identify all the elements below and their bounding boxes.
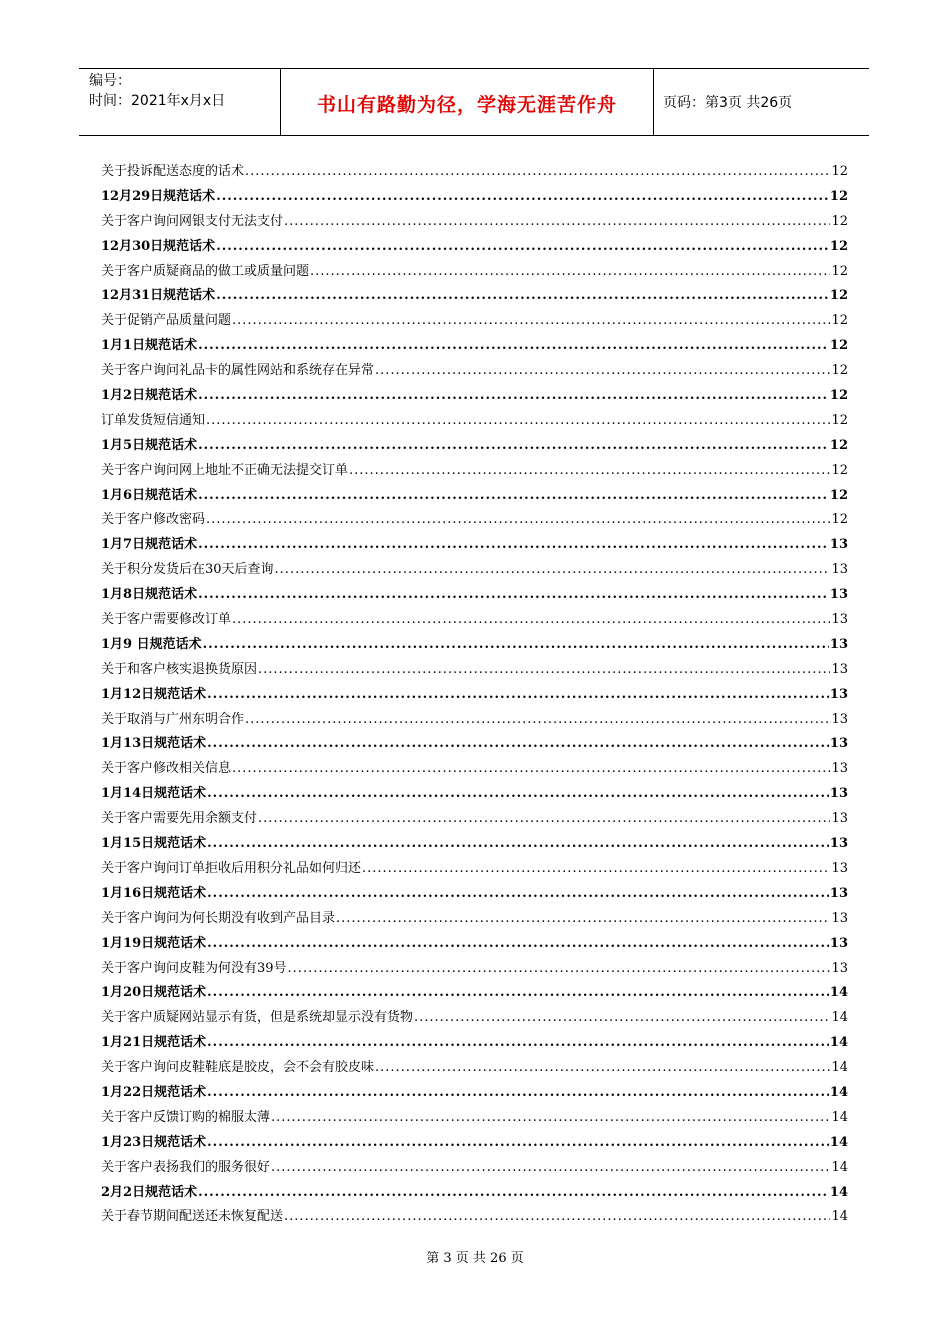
toc-entry-title: 关于取消与广州东明合作: [101, 711, 245, 727]
toc-page-number: 13: [829, 786, 848, 802]
toc-dot-leader: [198, 434, 829, 459]
toc-entry[interactable]: [101, 1006, 848, 1031]
toc-page-number: 12: [831, 164, 848, 179]
toc-dot-leader: [207, 1081, 829, 1106]
toc-page-number: 13: [829, 537, 848, 553]
toc-page-number: 13: [829, 836, 848, 852]
header-divider-right: [653, 68, 654, 136]
toc-entry[interactable]: [101, 409, 848, 434]
header-left-block: [89, 71, 225, 111]
toc-entry-title: 关于和客户核实退换货原因: [101, 661, 258, 677]
toc-dot-leader: [198, 1181, 829, 1206]
toc-page-number: 14: [829, 1134, 848, 1150]
toc-date-heading[interactable]: [101, 981, 848, 1006]
toc-entry-title: 1月16日规范话术: [101, 885, 207, 901]
toc-dot-leader: [207, 882, 829, 907]
toc-date-heading[interactable]: [101, 683, 848, 708]
toc-dot-leader: [288, 957, 831, 982]
toc-date-heading[interactable]: [101, 434, 848, 459]
toc-entry[interactable]: [101, 558, 848, 583]
toc-date-heading[interactable]: [101, 533, 848, 558]
toc-page-number: 12: [831, 213, 848, 229]
toc-page-number: 13: [829, 885, 848, 901]
toc-entry[interactable]: [101, 260, 848, 285]
toc-date-heading[interactable]: [101, 235, 848, 260]
toc-entry[interactable]: [101, 907, 848, 932]
toc-entry-title: 关于客户询问皮鞋鞋底是胶皮，会不会有胶皮味: [101, 1060, 375, 1076]
toc-entry[interactable]: [101, 1205, 848, 1230]
toc-dot-leader: [198, 484, 829, 509]
toc-dot-leader: [207, 732, 829, 757]
toc-page-number: 13: [831, 562, 848, 578]
toc-page-number: 14: [831, 1010, 848, 1026]
toc-entry-title: 关于客户修改相关信息: [101, 761, 232, 777]
toc-entry[interactable]: [101, 708, 848, 733]
header-top-rule: [79, 68, 869, 69]
toc-page-number: 12: [829, 437, 848, 453]
toc-page-number: 13: [831, 811, 848, 827]
toc-entry-title: 订单发货短信通知: [101, 412, 206, 428]
toc-entry-title: 关于投诉配送态度的话术: [101, 164, 245, 179]
toc-entry-title: 关于客户询问网上地址不正确无法提交订单: [101, 462, 349, 478]
toc-dot-leader: [271, 1156, 830, 1181]
toc-entry[interactable]: [101, 957, 848, 982]
toc-entry-title: 1月13日规范话术: [101, 736, 207, 752]
toc-date-heading[interactable]: [101, 1131, 848, 1156]
toc-page-number: 13: [829, 935, 848, 951]
toc-entry-title: 关于促销产品质量问题: [101, 313, 232, 329]
toc-date-heading[interactable]: [101, 1081, 848, 1106]
toc-dot-leader: [198, 533, 829, 558]
toc-page-number: 12: [831, 462, 848, 478]
toc-entry-title: 关于客户质疑网站显示有货，但是系统却显示没有货物: [101, 1010, 414, 1026]
toc-dot-leader: [271, 1106, 830, 1131]
page-footer: 第 3 页 共 26 页: [426, 1251, 524, 1266]
toc-page-number: 12: [831, 363, 848, 379]
toc-dot-leader: [284, 210, 830, 235]
toc-entry-title: 12月31日规范话术: [101, 288, 216, 304]
toc-entry[interactable]: [101, 807, 848, 832]
toc-page-number: 13: [831, 960, 848, 976]
document-time-label: 时间：2021年x月x日: [89, 93, 226, 109]
toc-dot-leader: [310, 260, 830, 285]
toc-date-heading[interactable]: [101, 882, 848, 907]
toc-entry-title: 关于客户需要先用余额支付: [101, 811, 258, 827]
toc-entry-title: 1月19日规范话术: [101, 935, 207, 951]
toc-entry-title: 1月23日规范话术: [101, 1134, 207, 1150]
toc-page-number: 12: [831, 412, 848, 428]
toc-page-number: 12: [831, 313, 848, 329]
toc-page-number: 13: [831, 711, 848, 727]
toc-dot-leader: [198, 583, 829, 608]
toc-entry[interactable]: [101, 608, 848, 633]
toc-page-number: 12: [829, 188, 848, 204]
toc-dot-leader: [216, 185, 829, 210]
toc-dot-leader: [198, 384, 829, 409]
toc-page-number: 13: [831, 860, 848, 876]
toc-date-heading[interactable]: [101, 633, 848, 658]
toc-entry-title: 关于春节期间配送还未恢复配送: [101, 1209, 284, 1225]
toc-dot-leader: [414, 1006, 830, 1031]
toc-entry-title: 12月29日规范话术: [101, 188, 216, 204]
toc-dot-leader: [207, 1131, 829, 1156]
toc-entry[interactable]: [101, 857, 848, 882]
document-number-label: 编号：: [89, 73, 131, 89]
toc-dot-leader: [216, 235, 829, 260]
toc-dot-leader: [232, 309, 830, 334]
toc-entry[interactable]: [101, 359, 848, 384]
toc-entry-title: 关于客户修改密码: [101, 512, 206, 528]
toc-entry[interactable]: [101, 757, 848, 782]
toc-entry-title: 2月2日规范话术: [101, 1184, 198, 1200]
toc-entry[interactable]: [101, 160, 848, 185]
toc-entry[interactable]: [101, 459, 848, 484]
toc-page-number: 14: [829, 1084, 848, 1100]
toc-dot-leader: [245, 708, 830, 733]
toc-dot-leader: [284, 1205, 830, 1230]
toc-entry-title: 关于客户需要修改订单: [101, 612, 232, 628]
toc-dot-leader: [232, 757, 830, 782]
toc-dot-leader: [275, 558, 831, 583]
toc-entry-title: 1月12日规范话术: [101, 686, 207, 702]
toc-dot-leader: [198, 334, 829, 359]
toc-date-heading[interactable]: [101, 284, 848, 309]
toc-dot-leader: [258, 658, 830, 683]
toc-page-number: 14: [831, 1209, 848, 1225]
toc-entry-title: 1月15日规范话术: [101, 836, 207, 852]
header-bottom-rule: [79, 135, 869, 136]
toc-dot-leader: [206, 409, 830, 434]
toc-page-number: 14: [829, 985, 848, 1001]
toc-entry-title: 1月6日规范话术: [101, 487, 198, 503]
toc-date-heading[interactable]: [101, 583, 848, 608]
toc-page-number: 13: [831, 910, 848, 926]
toc-entry-title: 1月14日规范话术: [101, 786, 207, 802]
toc-entry-title: 关于客户询问礼品卡的属性网站和系统存在异常: [101, 363, 375, 379]
toc-dot-leader: [207, 683, 829, 708]
toc-page-number: 12: [829, 487, 848, 503]
toc-entry-title: 12月30日规范话术: [101, 238, 216, 254]
toc-date-heading[interactable]: [101, 384, 848, 409]
toc-entry-title: 关于积分发货后在30天后查询: [101, 562, 274, 578]
toc-date-heading[interactable]: [101, 1031, 848, 1056]
toc-dot-leader: [216, 284, 829, 309]
page-header: [79, 68, 869, 136]
toc-page-number: 12: [831, 512, 848, 528]
toc-entry-title: 1月1日规范话术: [101, 338, 198, 354]
toc-page-number: 14: [829, 1035, 848, 1051]
toc-page-number: 13: [831, 612, 848, 628]
toc-dot-leader: [245, 160, 830, 185]
toc-dot-leader: [206, 508, 830, 533]
toc-dot-leader: [207, 832, 829, 857]
toc-entry[interactable]: [101, 1056, 848, 1081]
toc-entry-title: 1月8日规范话术: [101, 587, 198, 603]
toc-dot-leader: [232, 608, 830, 633]
toc-entry-title: 1月7日规范话术: [101, 537, 198, 553]
toc-page-number: 12: [829, 388, 848, 404]
toc-page-number: 13: [829, 636, 848, 652]
toc-dot-leader: [258, 807, 830, 832]
toc-date-heading[interactable]: [101, 1181, 848, 1206]
toc-page-number: 13: [831, 661, 848, 677]
header-page-info: 页码：第3页 共26页: [663, 95, 793, 111]
toc-entry-title: 关于客户表扬我们的服务很好: [101, 1159, 271, 1175]
toc-page-number: 14: [831, 1159, 848, 1175]
toc-entry[interactable]: [101, 309, 848, 334]
toc-dot-leader: [207, 1031, 829, 1056]
toc-entry-title: 1月20日规范话术: [101, 985, 207, 1001]
toc-date-heading[interactable]: [101, 334, 848, 359]
header-motto: 书山有路勤为径，学海无涯苦作舟: [316, 94, 617, 116]
toc-page-number: 12: [829, 238, 848, 254]
toc-page-number: 12: [831, 263, 848, 279]
toc-date-heading[interactable]: [101, 932, 848, 957]
toc-entry-title: 1月5日规范话术: [101, 437, 198, 453]
toc-dot-leader: [375, 359, 830, 384]
toc-entry[interactable]: [101, 210, 848, 235]
toc-dot-leader: [203, 633, 829, 658]
toc-entry[interactable]: [101, 1106, 848, 1131]
toc-entry-title: 1月22日规范话术: [101, 1084, 207, 1100]
toc-dot-leader: [207, 932, 829, 957]
toc-entry-title: 1月9 日规范话术: [101, 636, 202, 652]
toc-dot-leader: [349, 459, 830, 484]
toc-page-number: 14: [829, 1184, 848, 1200]
toc-dot-leader: [207, 981, 829, 1006]
toc-date-heading[interactable]: [101, 732, 848, 757]
toc-dot-leader: [375, 1056, 830, 1081]
toc-entry-title: 关于客户询问网银支付无法支付: [101, 213, 284, 229]
toc-page-number: 14: [831, 1060, 848, 1076]
toc-page-number: 13: [829, 587, 848, 603]
table-of-contents: [101, 160, 848, 1230]
toc-date-heading[interactable]: [101, 185, 848, 210]
toc-page-number: 12: [829, 288, 848, 304]
toc-entry-title: 关于客户反馈订购的棉服太薄: [101, 1109, 271, 1125]
toc-page-number: 12: [829, 338, 848, 354]
toc-entry-title: 1月2日规范话术: [101, 388, 198, 404]
toc-dot-leader: [362, 857, 830, 882]
toc-entry[interactable]: [101, 1156, 848, 1181]
toc-date-heading[interactable]: [101, 782, 848, 807]
toc-page-number: 13: [829, 736, 848, 752]
toc-page-number: 14: [831, 1109, 848, 1125]
toc-entry-title: 关于客户询问为何长期没有收到产品目录: [101, 910, 336, 926]
toc-entry[interactable]: [101, 508, 848, 533]
toc-dot-leader: [336, 907, 830, 932]
toc-dot-leader: [207, 782, 829, 807]
toc-page-number: 13: [831, 761, 848, 777]
toc-entry[interactable]: [101, 658, 848, 683]
toc-date-heading[interactable]: [101, 484, 848, 509]
toc-entry-title: 关于客户质疑商品的做工或质量问题: [101, 263, 310, 279]
toc-page-number: 13: [829, 686, 848, 702]
toc-entry-title: 1月21日规范话术: [101, 1035, 207, 1051]
toc-entry-title: 关于客户询问订单拒收后用积分礼品如何归还: [101, 860, 362, 876]
toc-entry-title: 关于客户询问皮鞋为何没有39号: [101, 960, 287, 976]
toc-date-heading[interactable]: [101, 832, 848, 857]
